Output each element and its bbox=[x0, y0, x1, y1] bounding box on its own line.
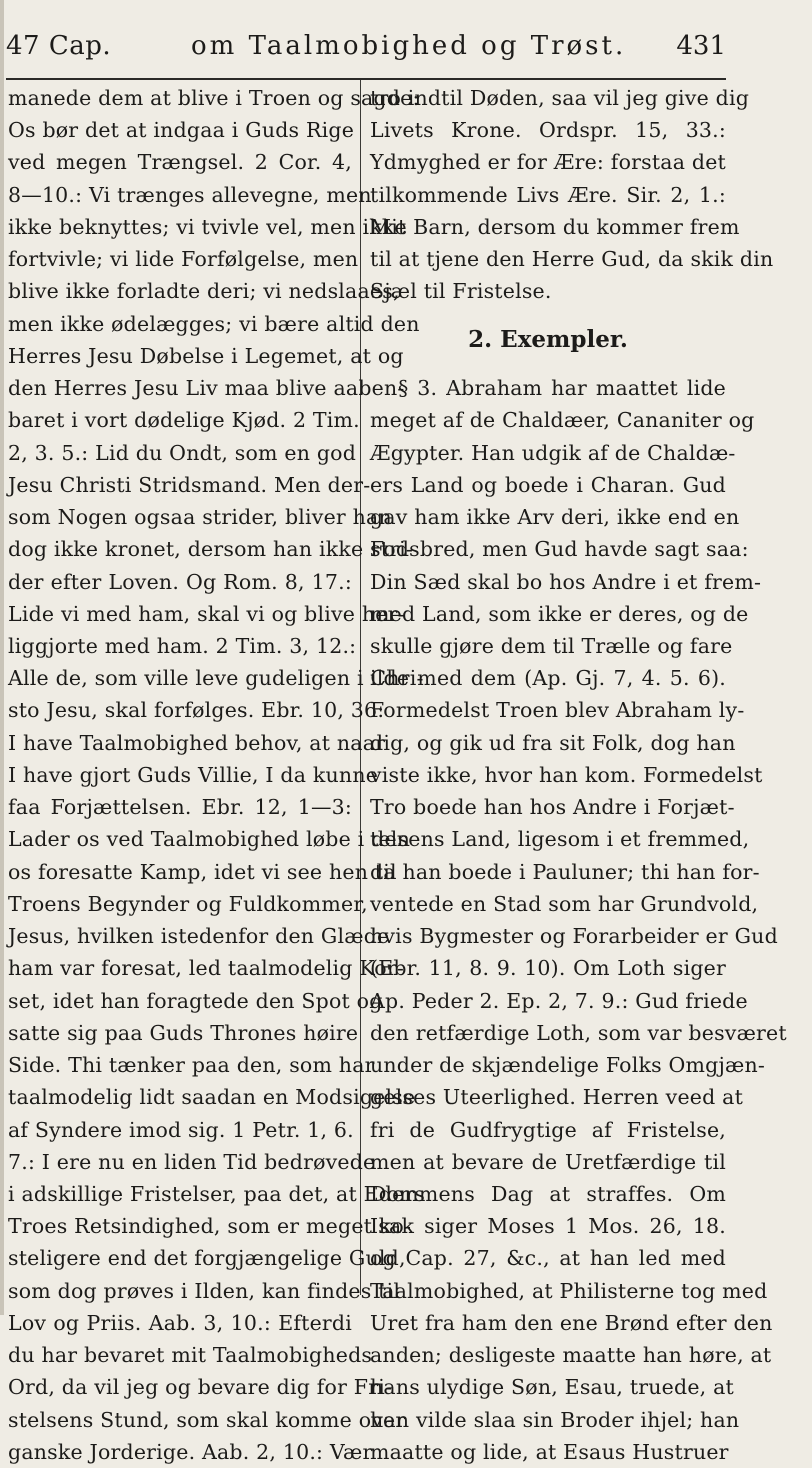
text-line: Isak siger Moses 1 Mos. 26, 18. bbox=[370, 1214, 726, 1239]
text-line: Os bør det at indgaa i Guds Rige bbox=[8, 118, 355, 143]
text-line: der efter Loven. Og Rom. 8, 17.: bbox=[8, 569, 352, 594]
text-line: fri de Gudfrygtige af Fristelse, bbox=[370, 1117, 726, 1142]
text-line: telsens Land, ligesom i et fremmed, bbox=[370, 827, 750, 852]
text-line: sto Jesu, skal forfølges. Ebr. 10, 36: bbox=[8, 698, 385, 723]
text-line: § 3. Abraham har maattet lide bbox=[398, 376, 726, 401]
text-line: satte sig paa Guds Thrones høire bbox=[8, 1020, 359, 1045]
text-line: Taalmobighed, at Philisterne tog med bbox=[370, 1278, 768, 1303]
text-line: manede dem at blive i Troen og sagde: bbox=[8, 86, 420, 110]
text-line: Uret fra ham den ene Brønd efter den bbox=[370, 1310, 773, 1335]
text-line: skulle gjøre dem til Trælle og fare bbox=[370, 633, 733, 658]
text-line: Formedelst Troen blev Abraham ly- bbox=[370, 698, 745, 723]
text-line: ved megen Trængsel. 2 Cor. 4, bbox=[8, 150, 352, 175]
text-line: af Syndere imod sig. 1 Petr. 1, 6. bbox=[8, 1117, 354, 1142]
text-line: 8—10.: Vi trænges allevegne, men bbox=[8, 182, 372, 207]
text-line: Ord, da vil jeg og bevare dig for Fri- bbox=[8, 1375, 393, 1400]
text-line: ham var foresat, led taalmodelig Kor- bbox=[8, 956, 404, 981]
chapter-label: 47 Cap. bbox=[6, 31, 112, 61]
text-line: Herres Jesu Døbelse i Legemet, at og bbox=[8, 343, 404, 368]
text-line: med Land, som ikke er deres, og de bbox=[370, 601, 749, 626]
text-line: Ap. Peder 2. Ep. 2, 7. 9.: Gud friede bbox=[370, 988, 748, 1013]
text-line: men ikke ødelægges; vi bære altid den bbox=[8, 311, 420, 336]
text-line: ers Land og boede i Charan. Gud bbox=[370, 472, 726, 497]
text-line: Lov og Priis. Aab. 3, 10.: Efterdi bbox=[8, 1310, 352, 1335]
text-line: tro indtil Døden, saa vil jeg give dig bbox=[370, 86, 750, 110]
page-number: 431 bbox=[676, 31, 726, 61]
running-header bbox=[6, 26, 726, 66]
text-line: blive ikke forladte deri; vi nedslaaes, bbox=[8, 279, 400, 304]
left-column bbox=[8, 82, 426, 1468]
header-rule bbox=[6, 78, 726, 80]
text-line: Ægypter. Han udgik af de Chaldæ- bbox=[370, 440, 736, 465]
running-title: om Taalmobighed og Trøst. bbox=[191, 31, 627, 61]
text-line: anden; desligeste maatte han høre, at bbox=[370, 1343, 772, 1368]
text-line: fortvivle; vi lide Forfølgelse, men bbox=[8, 247, 359, 272]
text-line: Dommens Dag at straffes. Om bbox=[370, 1181, 726, 1206]
text-line: I have gjort Guds Villie, I da kunne bbox=[8, 762, 379, 787]
text-line: Tro boede han hos Andre i Forjæt- bbox=[370, 795, 735, 820]
text-line: ganske Jorderige. Aab. 2, 10.: Vær bbox=[8, 1439, 373, 1464]
text-line: som Nogen ogsaa strider, bliver han bbox=[8, 505, 392, 530]
text-line: taalmodelig lidt saadan en Modsigelse bbox=[8, 1085, 416, 1110]
text-line: Lader os ved Taalmobighed løbe i den bbox=[8, 827, 411, 852]
right-column-top bbox=[370, 82, 774, 308]
text-line: os foresatte Kamp, idet vi see hen til bbox=[8, 859, 397, 884]
text-line: dig, og gik ud fra sit Folk, dog han bbox=[370, 730, 736, 755]
text-line: (Ebr. 11, 8. 9. 10). Om Loth siger bbox=[370, 956, 726, 981]
text-line: under de skjændelige Folks Omgjæn- bbox=[370, 1053, 766, 1078]
text-line: gelses Uteerlighed. Herren veed at bbox=[370, 1085, 744, 1110]
text-line: Side. Thi tænker paa den, som har bbox=[8, 1053, 375, 1078]
text-line: og Cap. 27, &c., at han led med bbox=[370, 1246, 726, 1271]
page-edge bbox=[0, 0, 4, 1315]
text-line: baret i vort dødelige Kjød. 2 Tim. bbox=[8, 408, 360, 433]
text-line: ikke beknyttes; vi tvivle vel, men ikke bbox=[8, 214, 407, 239]
text-line: den Herres Jesu Liv maa blive aaben- bbox=[8, 376, 405, 401]
text-line: hans ulydige Søn, Esau, truede, at bbox=[370, 1375, 734, 1400]
text-line: Sjæl til Fristelse. bbox=[370, 279, 552, 304]
right-column-bottom bbox=[370, 372, 787, 1468]
text-line: til at tjene den Herre Gud, da skik din bbox=[370, 247, 774, 272]
text-line: men at bevare de Uretfærdige til bbox=[370, 1149, 726, 1174]
text-line: den retfærdige Loth, som var besværet bbox=[370, 1020, 787, 1045]
text-line: Din Sæd skal bo hos Andre i et frem- bbox=[370, 569, 762, 594]
text-line: meget af de Chaldæer, Cananiter og bbox=[370, 408, 755, 433]
text-line: 7.: I ere nu en liden Tid bedrøvede bbox=[8, 1149, 376, 1174]
section-heading: 2. Exempler. bbox=[468, 325, 628, 353]
text-line: ventede en Stad som har Grundvold, bbox=[370, 891, 759, 916]
text-line: I have Taalmobighed behov, at naar bbox=[8, 730, 386, 755]
text-line: 2, 3. 5.: Lid du Ondt, som en god bbox=[8, 440, 357, 465]
text-line: Mit Barn, dersom du kommer frem bbox=[370, 214, 740, 239]
text-line: dog ikke kronet, dersom han ikke stri- bbox=[8, 537, 414, 562]
text-line: tilkommende Livs Ære. Sir. 2, 1.: bbox=[370, 182, 726, 207]
text-line: i adskillige Fristelser, paa det, at Eders bbox=[8, 1181, 426, 1206]
text-line: set, idet han foragtede den Spot og bbox=[8, 988, 383, 1013]
text-line: hvis Bygmester og Forarbeider er Gud bbox=[370, 924, 778, 949]
text-line: du har bevaret mit Taalmobigheds bbox=[8, 1343, 373, 1368]
text-line: Ydmyghed er for Ære: forstaa det bbox=[370, 150, 726, 175]
text-line: viste ikke, hvor han kom. Formedelst bbox=[370, 762, 763, 787]
text-line: ilde med dem (Ap. Gj. 7, 4. 5. 6). bbox=[370, 666, 726, 691]
text-line: Lide vi med ham, skal vi og blive her- bbox=[8, 601, 405, 626]
text-line: maatte og lide, at Esaus Hustruer bbox=[370, 1439, 729, 1464]
text-line: Jesus, hvilken istedenfor den Glæde bbox=[8, 924, 390, 949]
text-line: gav ham ikke Arv deri, ikke end en bbox=[370, 505, 740, 530]
text-line: faa Forjættelsen. Ebr. 12, 1—3: bbox=[8, 795, 352, 820]
text-line: da han boede i Pauluner; thi han for- bbox=[370, 859, 760, 884]
text-line: stelsens Stund, som skal komme over bbox=[8, 1407, 406, 1432]
text-line: Alle de, som ville leve gudeligen i Chri- bbox=[8, 666, 424, 691]
text-line: steligere end det forgjængelige Guld, bbox=[8, 1246, 406, 1271]
text-line: Troens Begynder og Fuldkommer, bbox=[8, 891, 368, 916]
text-line: Livets Krone. Ordspr. 15, 33.: bbox=[370, 118, 726, 143]
text-line: liggjorte med ham. 2 Tim. 3, 12.: bbox=[8, 633, 357, 658]
text-line: Troes Retsindighed, som er meget ko- bbox=[8, 1214, 412, 1239]
text-line: han vilde slaa sin Broder ihjel; han bbox=[370, 1407, 740, 1432]
text-line: som dog prøves i Ilden, kan findes til bbox=[8, 1278, 401, 1303]
text-line: Jesu Christi Stridsmand. Men der- bbox=[8, 472, 371, 497]
right-column bbox=[370, 82, 787, 1468]
text-line: Fodsbred, men Gud havde sagt saa: bbox=[370, 537, 749, 562]
